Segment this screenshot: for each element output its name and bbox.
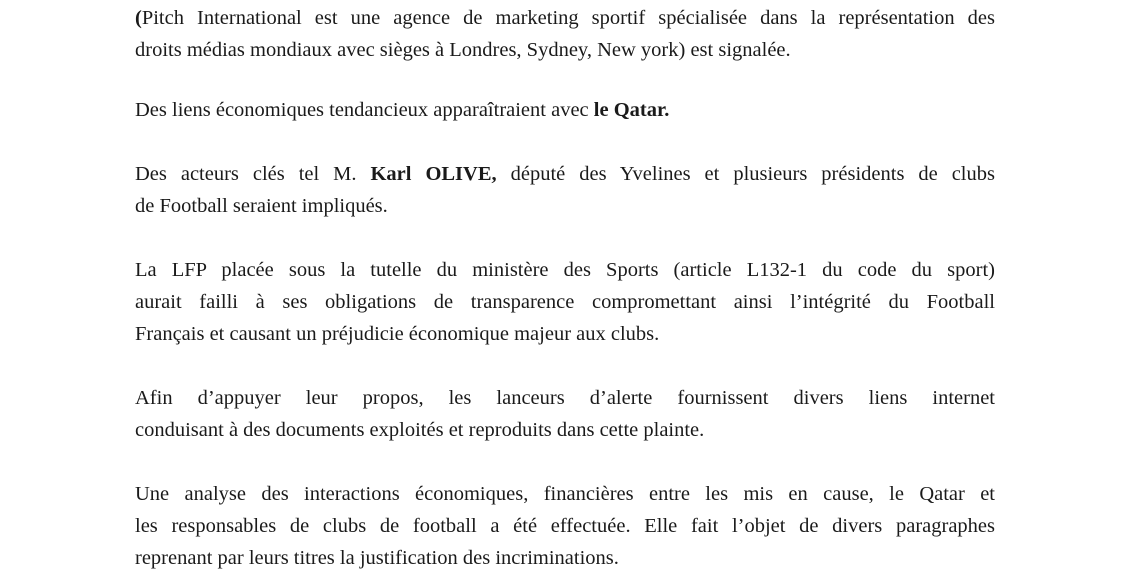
paragraph-line: les responsables de clubs de football a été effectuée. Elle fait l’objet de divers paragraphes bbox=[135, 515, 995, 537]
paragraph-line: de Football seraient impliqués. bbox=[135, 195, 388, 217]
paragraph-line bbox=[135, 158, 995, 190]
paragraph-whistleblowers bbox=[135, 382, 995, 446]
text-run: député des Yvelines et plusieurs présidents de clubs bbox=[496, 163, 995, 185]
text-run: Des acteurs clés tel M. bbox=[135, 163, 371, 185]
paragraph-line bbox=[135, 2, 995, 34]
text-run: Des liens économiques tendancieux apparaîtraient avec bbox=[135, 99, 594, 121]
paragraph-analysis bbox=[135, 478, 995, 574]
open-paren: ( bbox=[135, 7, 142, 29]
paragraph-qatar-links bbox=[135, 94, 995, 126]
bold-karl-olive: Karl OLIVE, bbox=[370, 163, 497, 185]
paragraph-line: conduisant à des documents exploités et reproduits dans cette plainte. bbox=[135, 419, 705, 441]
paragraph-line: reprenant par leurs titres la justification des incriminations. bbox=[135, 547, 619, 569]
bold-qatar: le Qatar. bbox=[593, 99, 670, 121]
paragraph-key-actors bbox=[135, 158, 995, 222]
text-run: Pitch International est une agence de marketing sportif spécialisée dans la représentation des bbox=[141, 7, 995, 29]
paragraph-line: droits médias mondiaux avec sièges à Londres, Sydney, New york) est signalée. bbox=[135, 39, 791, 61]
paragraph-line: Français et causant un préjudicie économique majeur aux clubs. bbox=[135, 323, 660, 345]
paragraph-lfp bbox=[135, 254, 995, 350]
paragraph-line: Une analyse des interactions économiques, financières entre les mis en cause, le Qatar et bbox=[135, 483, 995, 505]
paragraph-line bbox=[135, 94, 995, 126]
paragraph-line: aurait failli à ses obligations de transparence compromettant ainsi l’intégrité du Football bbox=[135, 291, 995, 313]
paragraph-pitch-international bbox=[135, 2, 995, 66]
paragraph-line: Afin d’appuyer leur propos, les lanceurs d’alerte fournissent divers liens internet bbox=[135, 387, 995, 409]
paragraph-line: La LFP placée sous la tutelle du ministère des Sports (article L132-1 du code du sport) bbox=[135, 259, 995, 281]
